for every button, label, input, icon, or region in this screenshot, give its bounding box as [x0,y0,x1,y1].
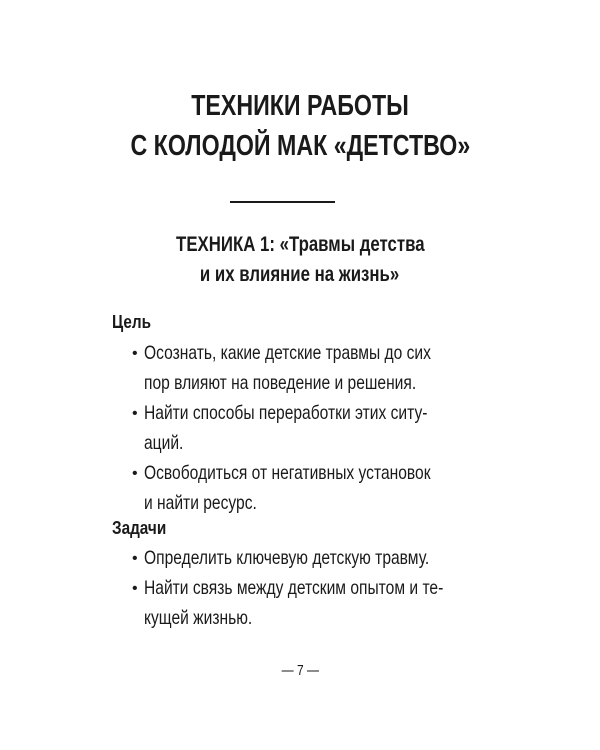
technique-heading-line-2: и их влияние на жизнь» [200,263,400,286]
technique-heading-line-1: ТЕХНИКА 1: «Травмы детства [175,233,425,256]
tasks-item-1-line-1: Определить ключевую детскую травму. [144,547,430,569]
goal-item-3-line-2: и найти ресурс. [144,492,257,514]
tasks-heading: Задачи [112,518,167,538]
page-number: — 7 — [281,662,319,679]
bullet-icon: • [132,580,138,597]
goal-item-2-line-1: Найти способы переработки этих ситу- [144,402,428,424]
page-title-line-1: ТЕХНИКИ РАБОТЫ [191,90,409,122]
goal-item-1-line-2: пор влияют на поведение и решения. [144,372,417,394]
goal-item-3-line-1: Освободиться от негативных установок [144,462,431,484]
bullet-icon: • [132,405,138,422]
tasks-item-2-line-1: Найти связь между детским опытом и те- [144,577,444,599]
goal-item-2-line-2: аций. [144,432,184,454]
tasks-item-2-line-2: кущей жизнью. [144,607,253,629]
goal-heading: Цель [112,312,152,332]
goal-item-1-line-1: Осознать, какие детские травмы до сих [144,342,431,364]
page-title-line-2: С КОЛОДОЙ МАК «ДЕТСТВО» [130,130,470,162]
bullet-icon: • [132,345,138,362]
divider [230,201,335,203]
bullet-icon: • [132,550,138,567]
bullet-icon: • [132,465,138,482]
